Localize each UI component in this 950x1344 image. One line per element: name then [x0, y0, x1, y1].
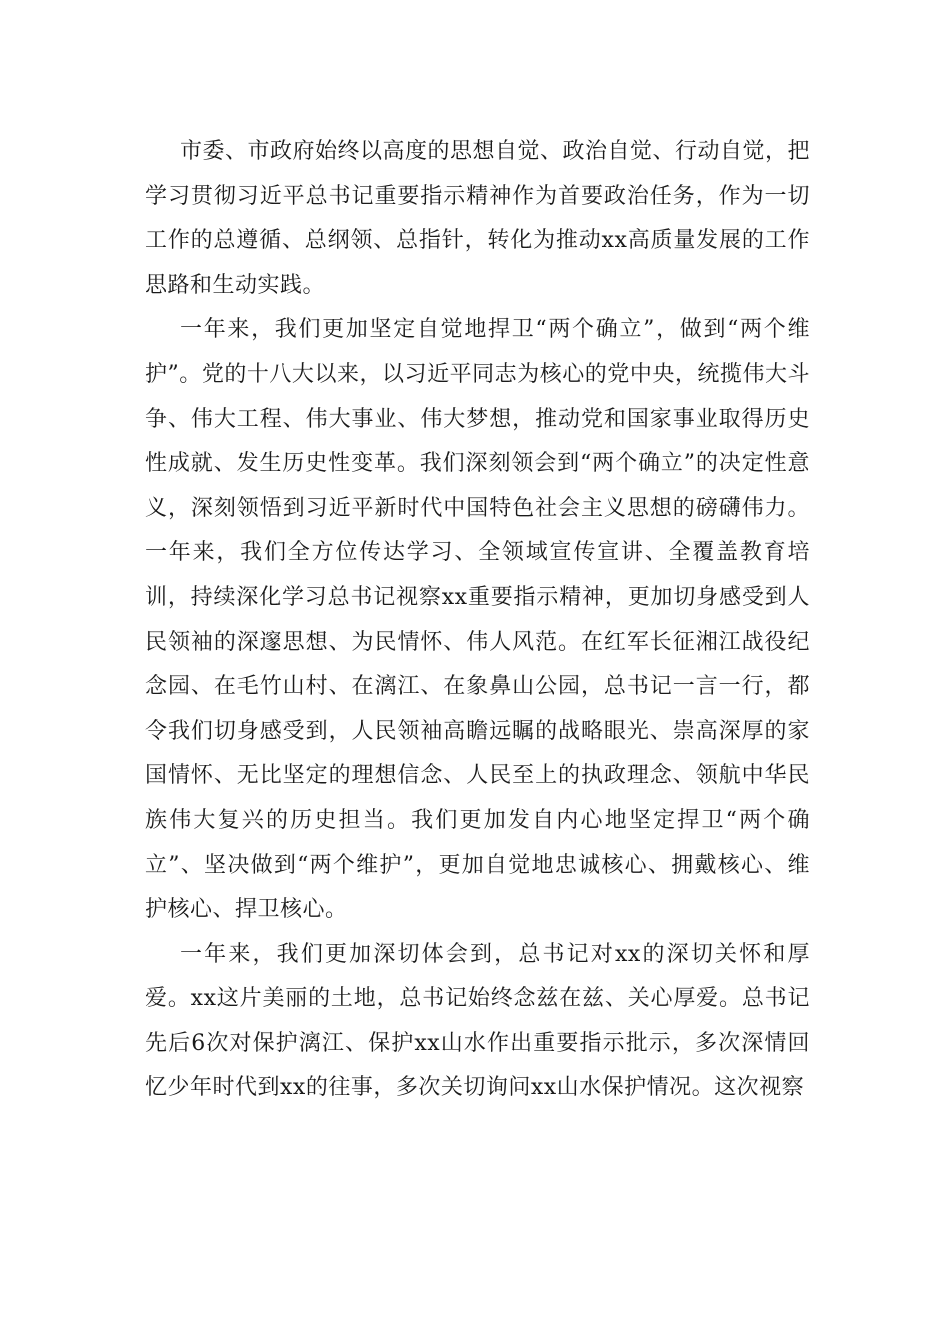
- paragraph-2: 一年来，我们更加坚定自觉地捍卫“两个确立”，做到“两个维护”。党的十八大以来，以习近平同志为核心的党中央，统揽伟大斗争、伟大工程、伟大事业、伟大梦想，推动党和国家事业取得历史性成就、发生历史性变革。我们深刻领会到“两个确立”的决定性意义，深刻领悟到习近平新时代中国特色社会主义思想的磅礴伟力。一年来，我们全方位传达学习、全领域宣传宣讲、全覆盖教育培训，持续深化学习总书记视察xx重要指示精神，更加切身感受到人民领袖的深邃思想、为民情怀、伟人风范。在红军长征湘江战役纪念园、在毛竹山村、在漓江、在象鼻山公园，总书记一言一行，都令我们切身感受到，人民领袖高瞻远瞩的战略眼光、崇高深厚的家国情怀、无比坚定的理想信念、人民至上的执政理念、领航中华民族伟大复兴的历史担当。我们更加发自内心地坚定捍卫“两个确立”、坚决做到“两个维护”，更加自觉地忠诚核心、拥戴核心、维护核心、捍卫核心。: [145, 317, 810, 923]
- paragraph-3: 一年来，我们更加深切体会到，总书记对xx的深切关怀和厚爱。xx这片美丽的土地，总书记始终念兹在兹、关心厚爱。总书记先后6次对保护漓江、保护xx山水作出重要指示批示，多次深情回忆少年时代到xx的往事，多次关切询问xx山水保护情况。这次视察: [145, 941, 810, 1101]
- document-body: [145, 130, 810, 1111]
- paragraph-1: 市委、市政府始终以高度的思想自觉、政治自觉、行动自觉，把学习贯彻习近平总书记重要指示精神作为首要政治任务，作为一切工作的总遵循、总纲领、总指针，转化为推动xx高质量发展的工作思路和生动实践。: [145, 139, 811, 298]
